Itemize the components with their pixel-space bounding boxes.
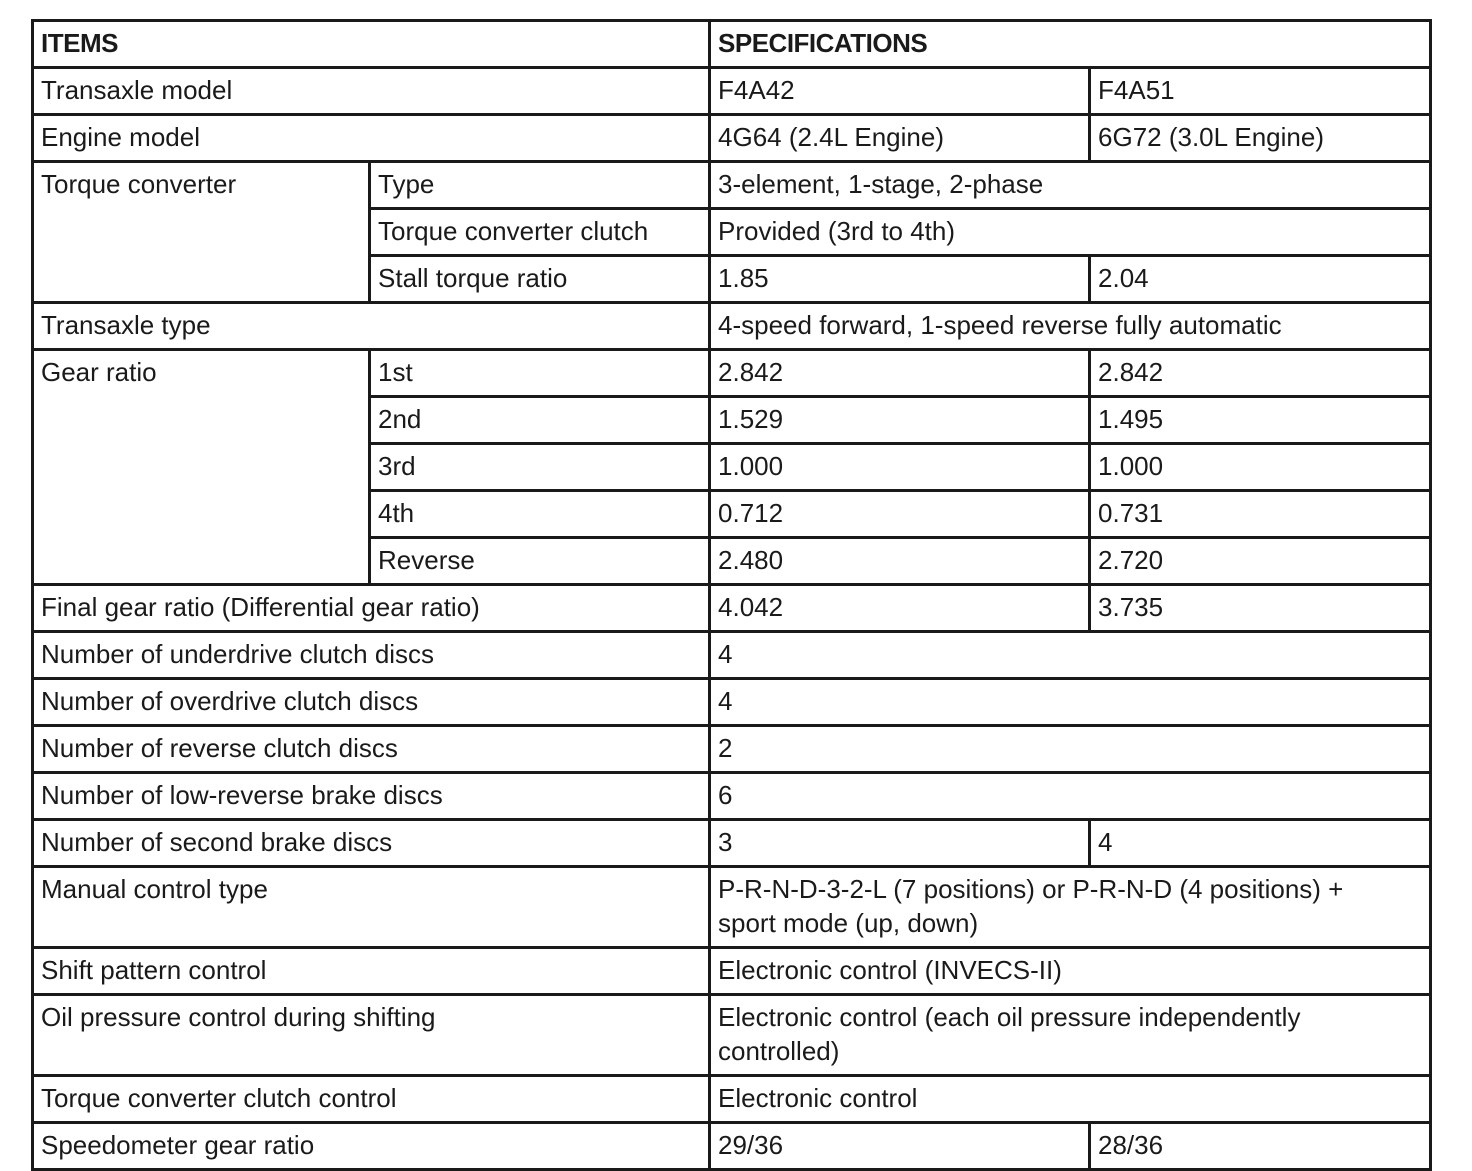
torque-converter-type-value: 3-element, 1-stage, 2-phase — [710, 162, 1431, 209]
gear-ratio-label: Gear ratio — [33, 350, 370, 585]
table-row — [33, 820, 1431, 867]
table-row — [33, 303, 1431, 350]
items-header: ITEMS — [33, 21, 710, 68]
table-row — [33, 68, 1431, 115]
table-row — [33, 679, 1431, 726]
gear-ratio-b: 2.720 — [1090, 538, 1431, 585]
second-brake-discs-label: Number of second brake discs — [33, 820, 710, 867]
low-reverse-discs-value: 6 — [710, 773, 1431, 820]
engine-model-a: 4G64 (2.4L Engine) — [710, 115, 1090, 162]
manual-control-value — [710, 867, 1431, 948]
stall-torque-ratio-a: 1.85 — [710, 256, 1090, 303]
oil-pressure-line-2: controlled) — [718, 1036, 840, 1066]
speedometer-label: Speedometer gear ratio — [33, 1123, 710, 1170]
oil-pressure-label: Oil pressure control during shifting — [33, 995, 710, 1076]
gear-label: 3rd — [370, 444, 710, 491]
gear-label: 1st — [370, 350, 710, 397]
gear-ratio-b: 1.000 — [1090, 444, 1431, 491]
transaxle-model-b: F4A51 — [1090, 68, 1431, 115]
torque-converter-clutch-value: Provided (3rd to 4th) — [710, 209, 1431, 256]
low-reverse-discs-label: Number of low-reverse brake discs — [33, 773, 710, 820]
shift-pattern-value: Electronic control (INVECS-II) — [710, 948, 1431, 995]
gear-ratio-a: 1.000 — [710, 444, 1090, 491]
reverse-discs-label: Number of reverse clutch discs — [33, 726, 710, 773]
table-row — [33, 995, 1431, 1076]
gear-label: Reverse — [370, 538, 710, 585]
table-row — [33, 585, 1431, 632]
specifications-table — [31, 19, 1432, 1171]
table-row — [33, 1123, 1431, 1170]
underdrive-discs-label: Number of underdrive clutch discs — [33, 632, 710, 679]
manual-control-line-1: P-R-N-D-3-2-L (7 positions) or P-R-N-D (4 positions) + — [718, 874, 1344, 904]
reverse-discs-value: 2 — [710, 726, 1431, 773]
table-row — [33, 773, 1431, 820]
transaxle-type-value: 4-speed forward, 1-speed reverse fully automatic — [710, 303, 1431, 350]
oil-pressure-line-1: Electronic control (each oil pressure independently — [718, 1002, 1301, 1032]
gear-ratio-b: 2.842 — [1090, 350, 1431, 397]
final-gear-ratio-b: 3.735 — [1090, 585, 1431, 632]
table-row — [33, 726, 1431, 773]
table-row — [33, 162, 1431, 209]
gear-ratio-b: 0.731 — [1090, 491, 1431, 538]
gear-ratio-a: 2.480 — [710, 538, 1090, 585]
stall-torque-ratio-label: Stall torque ratio — [370, 256, 710, 303]
gear-label: 2nd — [370, 397, 710, 444]
specifications-header: SPECIFICATIONS — [710, 21, 1431, 68]
table-row — [33, 948, 1431, 995]
engine-model-label: Engine model — [33, 115, 710, 162]
transaxle-model-label: Transaxle model — [33, 68, 710, 115]
engine-model-b: 6G72 (3.0L Engine) — [1090, 115, 1431, 162]
table-row — [33, 632, 1431, 679]
table-row — [33, 350, 1431, 397]
tcc-control-value: Electronic control — [710, 1076, 1431, 1123]
overdrive-discs-value: 4 — [710, 679, 1431, 726]
final-gear-ratio-label: Final gear ratio (Differential gear ratio) — [33, 585, 710, 632]
gear-ratio-a: 0.712 — [710, 491, 1090, 538]
final-gear-ratio-a: 4.042 — [710, 585, 1090, 632]
tcc-control-label: Torque converter clutch control — [33, 1076, 710, 1123]
second-brake-discs-b: 4 — [1090, 820, 1431, 867]
shift-pattern-label: Shift pattern control — [33, 948, 710, 995]
second-brake-discs-a: 3 — [710, 820, 1090, 867]
gear-ratio-a: 2.842 — [710, 350, 1090, 397]
speedometer-a: 29/36 — [710, 1123, 1090, 1170]
speedometer-b: 28/36 — [1090, 1123, 1431, 1170]
table-row — [33, 867, 1431, 948]
torque-converter-label: Torque converter — [33, 162, 370, 303]
overdrive-discs-label: Number of overdrive clutch discs — [33, 679, 710, 726]
table-row — [33, 115, 1431, 162]
transaxle-type-label: Transaxle type — [33, 303, 710, 350]
header-row — [33, 21, 1431, 68]
gear-ratio-a: 1.529 — [710, 397, 1090, 444]
table-row — [33, 1076, 1431, 1123]
underdrive-discs-value: 4 — [710, 632, 1431, 679]
torque-converter-type-label: Type — [370, 162, 710, 209]
gear-ratio-b: 1.495 — [1090, 397, 1431, 444]
stall-torque-ratio-b: 2.04 — [1090, 256, 1431, 303]
gear-label: 4th — [370, 491, 710, 538]
oil-pressure-value — [710, 995, 1431, 1076]
manual-control-label: Manual control type — [33, 867, 710, 948]
torque-converter-clutch-label: Torque converter clutch — [370, 209, 710, 256]
manual-control-line-2: sport mode (up, down) — [718, 908, 979, 938]
transaxle-model-a: F4A42 — [710, 68, 1090, 115]
